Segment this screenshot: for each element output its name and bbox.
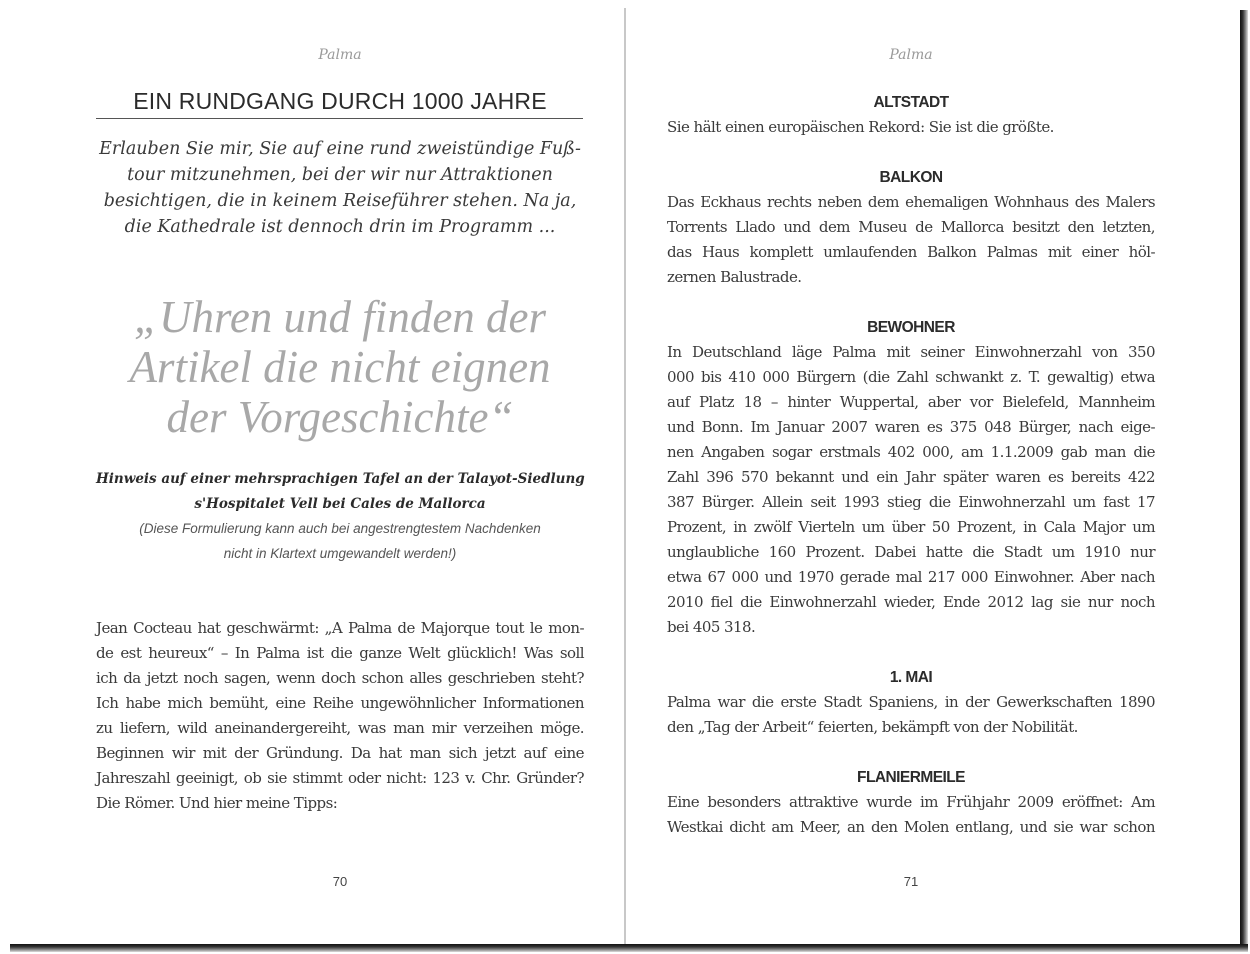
- body-paragraph: [96, 616, 584, 816]
- body-line: de est heureux“ – In Palma ist die ganze Welt glücklich! Was soll: [96, 644, 584, 662]
- body-line: 2010 fiel die Einwohnerzahl wieder, Ende 2012 lag sie nur noch: [667, 593, 1155, 611]
- body-line: Jean Cocteau hat geschwärmt: „A Palma de Majorque tout le mon-: [96, 619, 584, 637]
- right-page: [667, 0, 1155, 944]
- section-heading: 1. MAI: [889, 669, 933, 686]
- section-altstadt: [667, 90, 1155, 140]
- section-balkon: [667, 165, 1155, 290]
- body-line: Eine besonders attraktive wurde im Frühjahr 2009 eröffnet: Am: [667, 793, 1155, 811]
- body-line: Jahreszahl geeinigt, ob sie stimmt oder nicht: 123 v. Chr. Gründer?: [96, 769, 584, 787]
- running-head: Palma: [889, 47, 933, 63]
- section-bewohner: [667, 315, 1155, 640]
- quote-note-line: nicht in Klartext umgewandelt werden!): [223, 546, 457, 561]
- gutter-divider: [624, 8, 626, 944]
- body-line: Beginnen wir mit der Gründung. Da hat man sich jetzt auf eine: [96, 744, 584, 762]
- body-line: Sie hält einen europäischen Rekord: Sie ist die größte.: [667, 118, 1054, 136]
- page-number: 71: [903, 874, 919, 889]
- section-1-mai: [667, 665, 1155, 740]
- body-line: Westkai dicht am Meer, an den Molen entlang, und sie war schon: [667, 818, 1155, 836]
- body-line: Die Römer. Und hier meine Tipps:: [96, 794, 338, 812]
- title-underline: [96, 118, 583, 119]
- intro-line: besichtigen, die in keinem Reiseführer stehen. Na ja,: [103, 191, 577, 211]
- body-line: den „Tag der Arbeit“ feierten, bekämpft von der Nobilität.: [667, 718, 1078, 736]
- section-heading: ALTSTADT: [873, 94, 949, 111]
- quote-source-line: s'Hospitalet Vell bei Cales de Mallorca: [194, 496, 486, 512]
- pull-quote: [96, 292, 584, 442]
- body-line: 000 bis 410 000 Bürgern (die Zahl schwankt z. T. gewaltig) etwa: [667, 368, 1155, 386]
- section-flaniermeile: [667, 765, 1155, 840]
- body-line: auf Platz 18 – hinter Wuppertal, aber vor Bielefeld, Mannheim: [667, 393, 1155, 411]
- body-line: zu liefern, wild aneinandergereiht, was man mir verzeihen möge.: [96, 719, 584, 737]
- pull-quote-line: der Vorgeschichte“: [166, 392, 514, 442]
- body-line: Das Eckhaus rechts neben dem ehemaligen Wohnhaus des Malers: [667, 193, 1155, 211]
- quote-note: [96, 516, 584, 566]
- body-line: Zahl 396 570 bekannt und ein Jahr später waren es bereits 422: [667, 468, 1155, 486]
- section-heading: FLANIERMEILE: [857, 769, 965, 786]
- body-line: unglaubliche 160 Prozent. Dabei hatte die Stadt um 1910 nur: [667, 543, 1155, 561]
- body-line: Ich habe mich bemüht, eine Reihe ungewöhnlicher Informationen: [96, 694, 584, 712]
- chapter-title: EIN RUNDGANG DURCH 1000 JAHRE: [133, 88, 547, 114]
- body-line: 387 Bürger. Allein seit 1993 stieg die Einwohnerzahl um fast 17: [667, 493, 1155, 511]
- intro-paragraph: [96, 136, 584, 240]
- body-line: ich da jetzt noch sagen, wenn doch schon alles geschrieben steht?: [96, 669, 584, 687]
- intro-line: die Kathedrale ist dennoch drin im Programm ...: [124, 217, 556, 237]
- page-shadow-bottom: [10, 944, 1248, 952]
- body-line: und Bonn. Im Januar 2007 waren es 375 048 Bürger, nach eige-: [667, 418, 1155, 436]
- intro-line: tour mitzunehmen, bei der wir nur Attraktionen: [127, 165, 553, 185]
- body-line: Torrents Llado und dem Museu de Mallorca besitzt den letzten,: [667, 218, 1155, 236]
- quote-source-line: Hinweis auf einer mehrsprachigen Tafel an der Talayot-Siedlung: [96, 471, 585, 487]
- page-shadow-right: [1240, 10, 1248, 952]
- pull-quote-line: „Uhren und finden der: [133, 292, 547, 342]
- body-line: etwa 67 000 und 1970 gerade mal 217 000 Einwohner. Aber nach: [667, 568, 1155, 586]
- intro-line: Erlauben Sie mir, Sie auf eine rund zweistündige Fuß-: [99, 139, 581, 159]
- body-line: In Deutschland läge Palma mit seiner Einwohnerzahl von 350: [667, 343, 1155, 361]
- body-line: nen Angaben sogar erstmals 402 000, am 1.1.2009 gab man die: [667, 443, 1155, 461]
- section-heading: BALKON: [879, 169, 943, 186]
- left-page: [96, 0, 584, 944]
- quote-source: [96, 467, 584, 517]
- body-line: Palma war die erste Stadt Spaniens, in der Gewerkschaften 1890: [667, 693, 1155, 711]
- page-number: 70: [332, 874, 348, 889]
- body-line: das Haus komplett umlaufenden Balkon Palmas mit einer höl-: [667, 243, 1155, 261]
- running-head: Palma: [318, 47, 362, 63]
- section-heading: BEWOHNER: [867, 319, 955, 336]
- body-line: zernen Balustrade.: [667, 268, 802, 286]
- body-line: Prozent, in zwölf Vierteln um über 50 Prozent, in Cala Major um: [667, 518, 1155, 536]
- body-line: bei 405 318.: [667, 618, 756, 636]
- quote-note-line: (Diese Formulierung kann auch bei angestrengtestem Nachdenken: [139, 521, 541, 536]
- pull-quote-line: Artikel die nicht eignen: [129, 342, 551, 392]
